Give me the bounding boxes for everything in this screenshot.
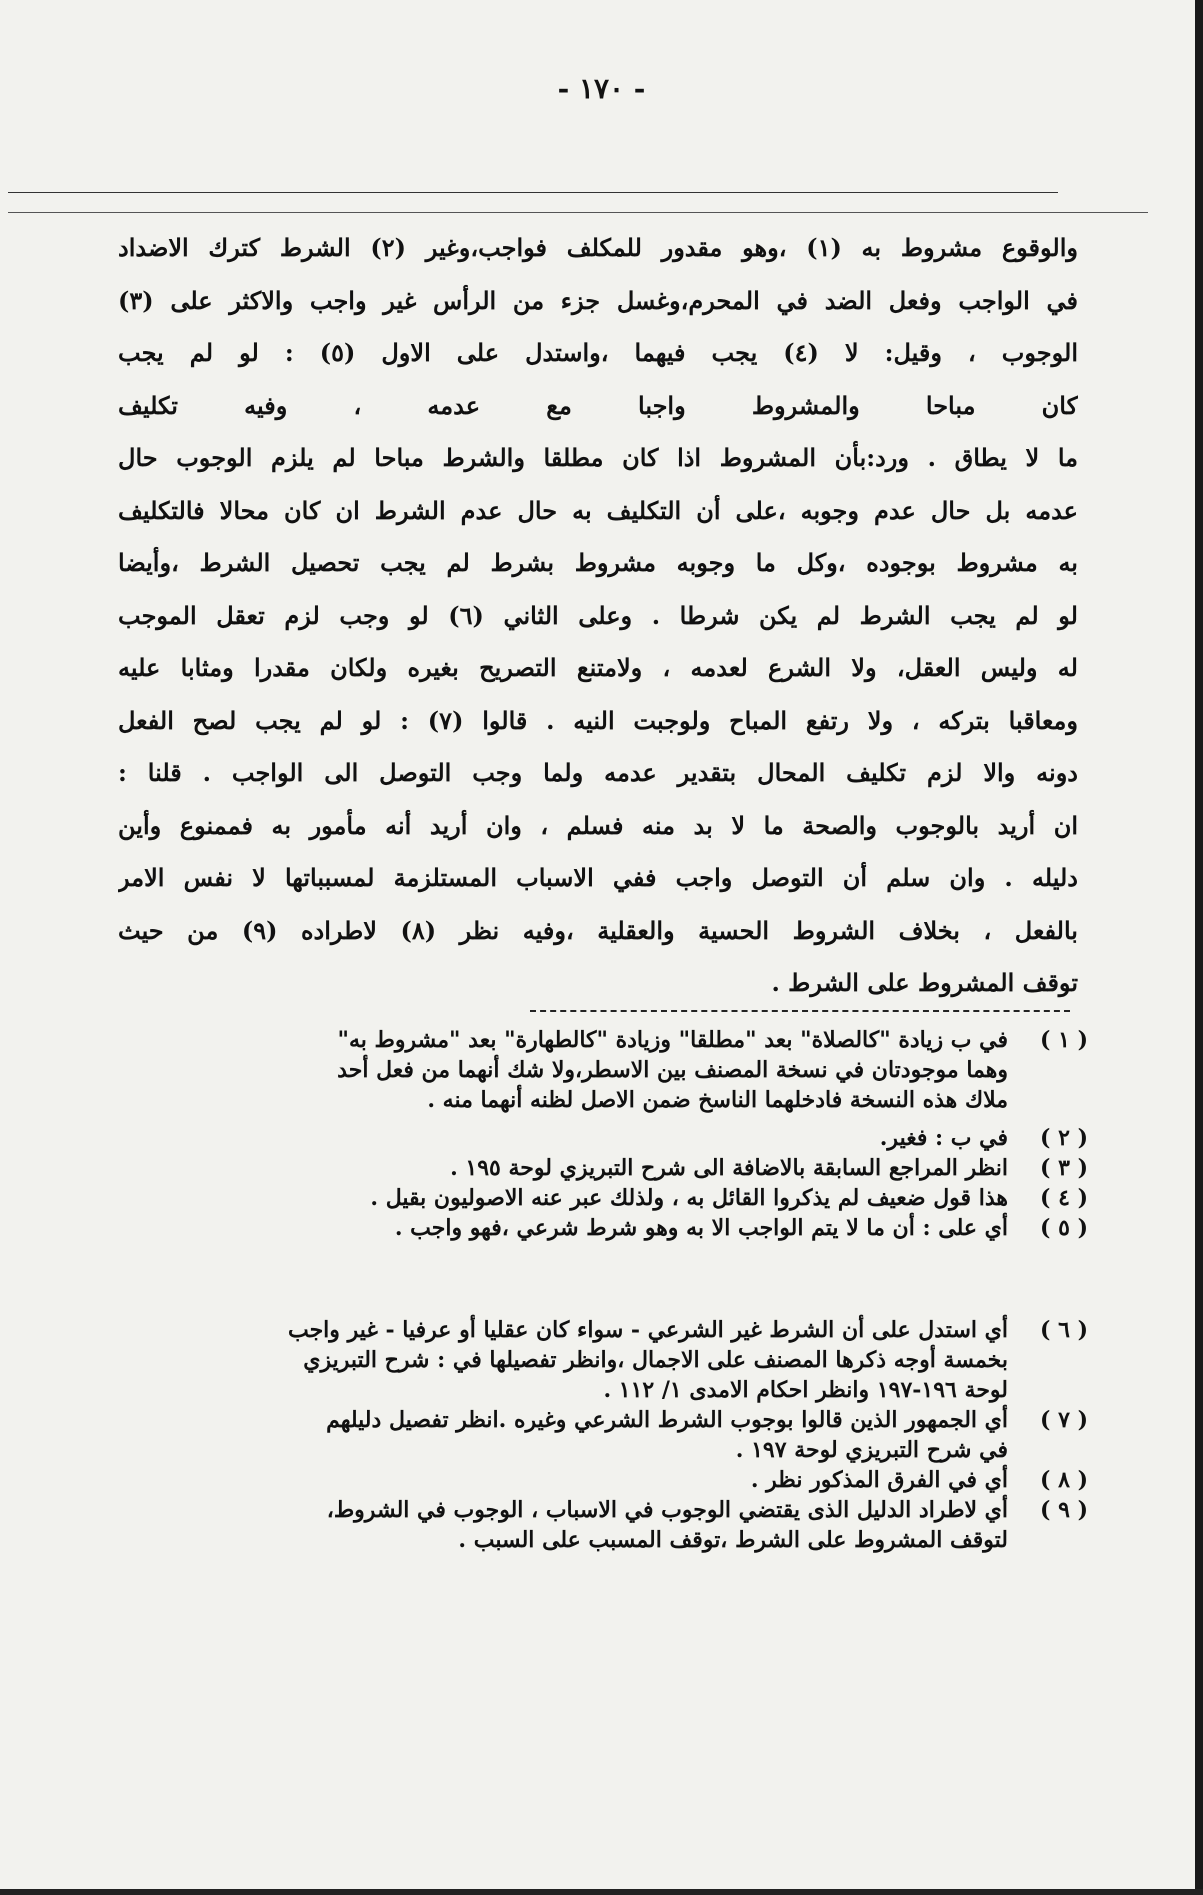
- footnotes: [108, 1025, 1088, 1555]
- footnote-6: [108, 1315, 1088, 1405]
- footnote-number: ( ٨ ): [1040, 1467, 1088, 1493]
- footnote-5: [108, 1213, 1088, 1243]
- footnote-text: [108, 1315, 1008, 1405]
- footnote-number: ( ٤ ): [1040, 1185, 1088, 1211]
- scan-edge-bottom: [0, 1889, 1203, 1895]
- text-line: دليله . وان سلم أن التوصل واجب ففي الاسباب المستلزمة لمسبباتها لا نفس الامر: [118, 863, 1078, 892]
- footnote-line: لوحة ١٩٦-١٩٧ وانظر احكام الامدى ١/ ١١٢ .: [603, 1377, 1008, 1403]
- footnote-number: ( ٩ ): [1040, 1497, 1088, 1523]
- footnote-line: لتوقف المشروط على الشرط ،توقف المسبب على السبب .: [458, 1527, 1008, 1553]
- footnote-line: أي استدل على أن الشرط غير الشرعي - سواء كان عقليا أو عرفيا - غير واجب: [287, 1317, 1008, 1343]
- footnote-line: في شرح التبريزي لوحة ١٩٧ .: [735, 1437, 1008, 1463]
- page-number: - ١٧٠ -: [557, 72, 646, 105]
- footnote-line: في ب زيادة "كالصلاة" بعد "مطلقا" وزيادة "كالطهارة" بعد "مشروط به": [337, 1027, 1008, 1053]
- footnote-text: [108, 1025, 1008, 1115]
- text-line: عدمه بل حال عدم وجوبه ،على أن التكليف به حال عدم الشرط ان كان محالا فالتكليف: [118, 495, 1078, 525]
- footnote-number: ( ٧ ): [1040, 1407, 1088, 1433]
- footnote-number: ( ٢ ): [1040, 1125, 1088, 1151]
- footnote-line: ملاك هذه النسخة فادخلهما الناسخ ضمن الاصل لظنه أنهما منه .: [427, 1087, 1008, 1113]
- footnote-text: [108, 1123, 1008, 1153]
- text-line: الوجوب ، وقيل: لا (٤) يجب فيهما ،واستدل على الاول (٥) : لو لم يجب: [118, 338, 1078, 367]
- text-line: دونه والا لزم تكليف المحال بتقدير عدمه ولما وجب التوصل الى الواجب . قلنا :: [118, 758, 1078, 787]
- footnote-4: [108, 1183, 1088, 1213]
- footnote-7: [108, 1405, 1088, 1465]
- footnote-number: ( ١ ): [1040, 1027, 1088, 1053]
- footnote-2: [108, 1123, 1088, 1153]
- footnote-line: أي على : أن ما لا يتم الواجب الا به وهو شرط شرعي ،فهو واجب .: [394, 1215, 1008, 1241]
- text-line: ما لا يطاق . ورد:بأن المشروط اذا كان مطلقا والشرط مباحا لم يلزم الوجوب حال: [118, 443, 1078, 472]
- footnote-number: ( ٥ ): [1040, 1215, 1088, 1241]
- footnote-line: أي لاطراد الدليل الذى يقتضي الوجوب في الاسباب ، الوجوب في الشروط،: [326, 1497, 1008, 1523]
- footnote-separator: [530, 1010, 1070, 1012]
- footnote-text: [108, 1465, 1008, 1495]
- footnote-line: أي في الفرق المذكور نظر .: [750, 1467, 1008, 1493]
- text-line: في الواجب وفعل الضد في المحرم،وغسل جزء من الرأس غير واجب والاكثر على (٣): [118, 285, 1078, 315]
- footnote-3: [108, 1153, 1088, 1183]
- text-line: والوقوع مشروط به (١) ،وهو مقدور للمكلف فواجب،وغير (٢) الشرط كترك الاضداد: [118, 233, 1078, 262]
- footnote-line: في ب : فغير.: [879, 1125, 1008, 1151]
- footnote-8: [108, 1465, 1088, 1495]
- footnote-text: [108, 1213, 1008, 1243]
- text-line: به مشروط بوجوده ،وكل ما وجوبه مشروط بشرط لم يجب تحصيل الشرط ،وأيضا: [118, 548, 1078, 577]
- text-line: كان مباحا والمشروط واجبا مع عدمه ، وفيه تكليف: [118, 390, 1078, 420]
- footnote-line: بخمسة أوجه ذكرها المصنف على الاجمال ،وانظر تفصيلها في : شرح التبريزي: [303, 1347, 1008, 1373]
- top-rule: [8, 192, 1058, 193]
- footnote-9: [108, 1495, 1088, 1555]
- footnote-number: ( ٦ ): [1040, 1317, 1088, 1343]
- footnote-1: [108, 1025, 1088, 1115]
- text-line: بالفعل ، بخلاف الشروط الحسية والعقلية ،وفيه نظر (٨) لاطراده (٩) من حيث: [118, 915, 1078, 945]
- footnote-gap: [108, 1243, 1088, 1315]
- footnote-line: وهما موجودتان في نسخة المصنف بين الاسطر،ولا شك أنهما من فعل أحد: [337, 1057, 1008, 1083]
- footnote-line: أي الجمهور الذين قالوا بوجوب الشرط الشرعي وغيره .انظر تفصيل دليلهم: [326, 1407, 1008, 1433]
- footnote-number: ( ٣ ): [1040, 1155, 1088, 1181]
- top-rule-secondary: [8, 212, 1148, 213]
- footnote-text: [108, 1495, 1008, 1555]
- text-line: ومعاقبا بتركه ، ولا رتفع المباح ولوجبت النيه . قالوا (٧) : لو لم يجب لصح الفعل: [118, 705, 1078, 735]
- footnote-text: [108, 1153, 1008, 1183]
- text-line: لو لم يجب الشرط لم يكن شرطا . وعلى الثاني (٦) لو وجب لزم تعقل الموجب: [118, 600, 1078, 630]
- main-text: [118, 222, 1078, 1010]
- footnote-text: [108, 1183, 1008, 1213]
- text-line: توقف المشروط على الشرط .: [771, 968, 1078, 997]
- footnote-line: انظر المراجع السابقة بالاضافة الى شرح التبريزي لوحة ١٩٥ .: [450, 1155, 1008, 1181]
- footnote-text: [108, 1405, 1008, 1465]
- scan-edge-right: [1195, 0, 1203, 1895]
- footnote-line: هذا قول ضعيف لم يذكروا القائل به ، ولذلك عبر عنه الاصوليون بقيل .: [370, 1185, 1008, 1211]
- text-line: ان أريد بالوجوب والصحة ما لا بد منه فسلم ، وان أريد أنه مأمور به فممنوع وأين: [118, 810, 1078, 840]
- text-line: له وليس العقل، ولا الشرع لعدمه ، ولامتنع التصريح بغيره ولكان مقدرا ومثابا عليه: [118, 653, 1078, 682]
